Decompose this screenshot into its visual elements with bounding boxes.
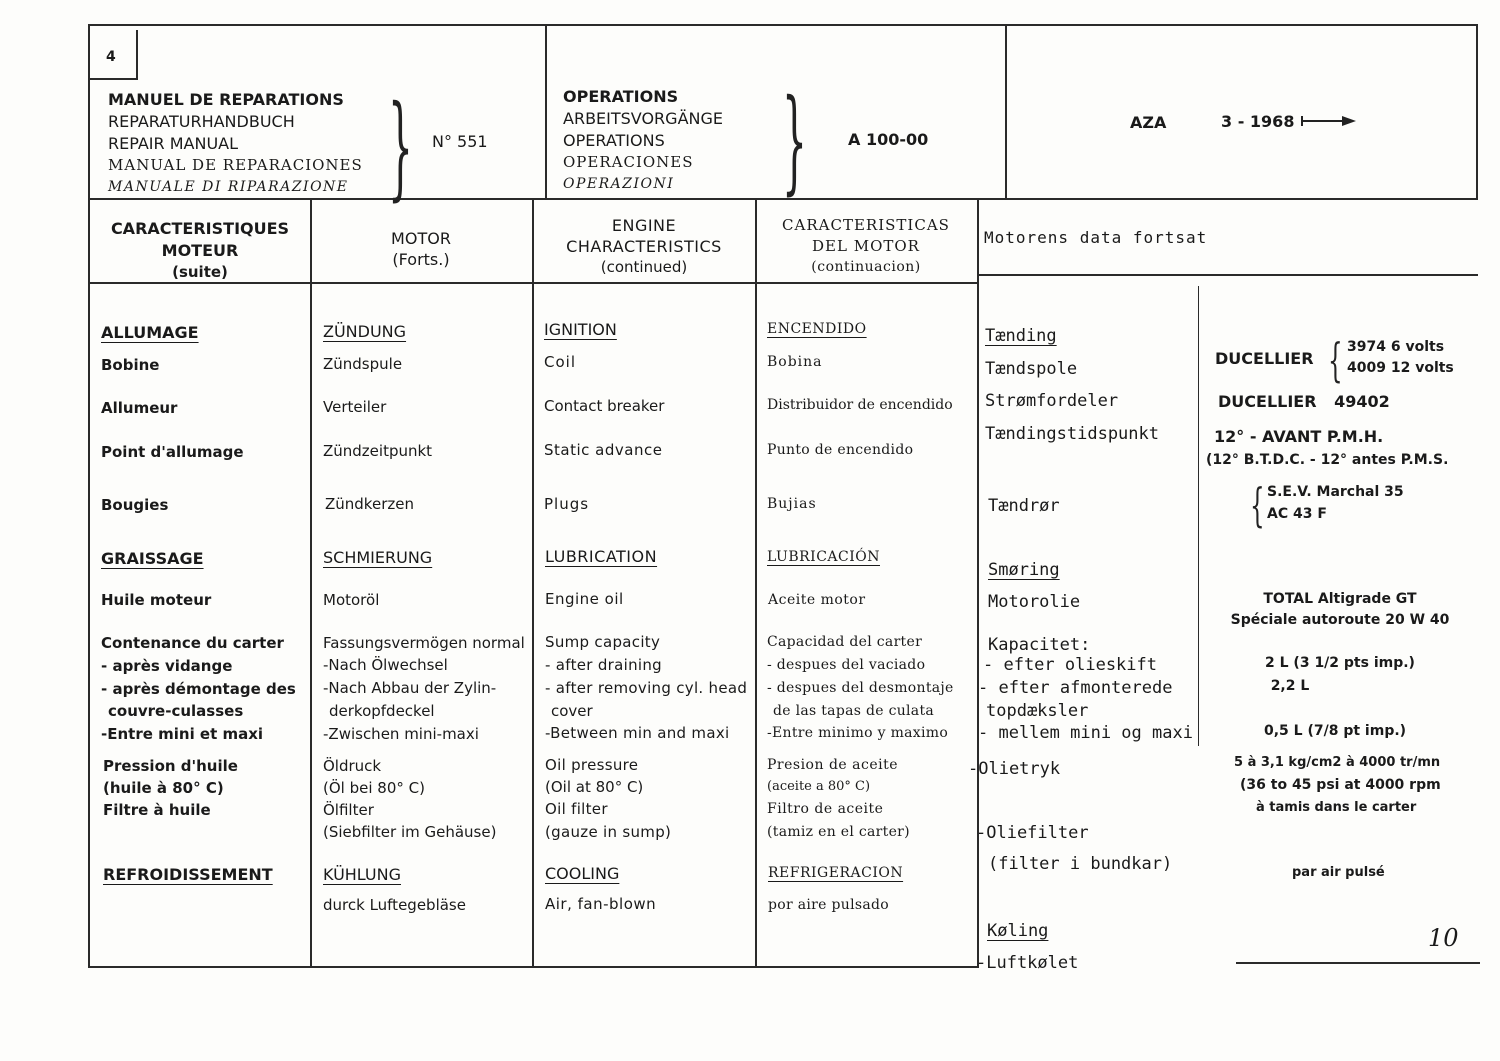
operations-title-fr: OPERATIONS bbox=[563, 87, 679, 106]
column-header-es-line3: (continuacion) bbox=[811, 259, 921, 275]
column-header-fr-line3: (suite) bbox=[172, 263, 228, 281]
es-ignition-heading: ENCENDIDO bbox=[767, 321, 867, 337]
right-border-header bbox=[1476, 24, 1478, 200]
en-capacity-2: - after draining bbox=[545, 656, 662, 674]
value-timing-fr: 12° - AVANT P.M.H. bbox=[1214, 427, 1384, 446]
en-coil: Coil bbox=[544, 353, 576, 371]
da-filter: -Oliefilter bbox=[976, 823, 1089, 843]
column-header-en-line1: ENGINE bbox=[611, 216, 677, 235]
de-cooling-type: durck Luftegebläse bbox=[323, 896, 466, 914]
da-lubrication-heading: Smøring bbox=[988, 560, 1060, 580]
model-date: 3 - 1968 bbox=[1221, 112, 1295, 131]
value-oil-1: TOTAL Altigrade GT bbox=[1263, 591, 1417, 607]
en-distributor: Contact breaker bbox=[544, 397, 665, 415]
value-distributor: DUCELLIER 49402 bbox=[1218, 392, 1390, 411]
column-header-es-line1: CARACTERISTICAS bbox=[782, 216, 950, 234]
fr-lubrication-heading: GRAISSAGE bbox=[101, 549, 204, 568]
fr-oil: Huile moteur bbox=[101, 591, 212, 609]
da-distributor: Strømfordeler bbox=[985, 391, 1119, 411]
en-lubrication-heading: LUBRICATION bbox=[545, 547, 658, 566]
handwritten-page-note: 10 bbox=[1428, 924, 1459, 952]
es-cooling-heading: REFRIGERACION bbox=[768, 865, 904, 881]
fr-plugs: Bougies bbox=[101, 496, 169, 514]
value-pressure-2: (36 to 45 psi at 4000 rpm bbox=[1240, 777, 1441, 793]
es-capacity-5: -Entre minimo y maximo bbox=[767, 725, 949, 741]
da-cooling-type: -Luftkølet bbox=[976, 953, 1079, 973]
manual-title-de: REPARATURHANDBUCH bbox=[108, 112, 295, 131]
da-after-oil-change: - efter olieskift bbox=[983, 655, 1157, 675]
operations-title-en: OPERATIONS bbox=[563, 131, 665, 150]
en-capacity-5: -Between min and maxi bbox=[545, 724, 730, 742]
fr-capacity-3: - après démontage des bbox=[101, 680, 296, 698]
de-pressure-4: (Siebfilter im Gehäuse) bbox=[323, 823, 497, 841]
da-pressure: -Olietryk bbox=[968, 759, 1061, 779]
value-plug-2: AC 43 F bbox=[1267, 506, 1327, 522]
es-capacity-4: de las tapas de culata bbox=[773, 703, 935, 719]
value-cooling: par air pulsé bbox=[1292, 865, 1385, 880]
de-capacity-1: Fassungsvermögen normal bbox=[323, 634, 525, 652]
de-capacity-5: -Zwischen mini-maxi bbox=[323, 725, 479, 743]
value-coil-make: DUCELLIER bbox=[1215, 349, 1314, 368]
da-filter-note: (filter i bundkar) bbox=[988, 854, 1173, 874]
de-oil: Motoröl bbox=[323, 591, 380, 609]
es-plugs: Bujias bbox=[767, 496, 817, 512]
en-pressure-4: (gauze in sump) bbox=[545, 823, 672, 841]
column-header-divider-da bbox=[978, 274, 1478, 276]
manual-title-es: MANUAL DE REPARACIONES bbox=[108, 156, 363, 174]
manual-title-en: REPAIR MANUAL bbox=[108, 134, 239, 153]
de-capacity-4: derkopfdeckel bbox=[329, 702, 435, 720]
column-header-fr-line1: CARACTERISTIQUES bbox=[110, 219, 290, 238]
value-cap-drain: 2 L (3 1/2 pts imp.) bbox=[1265, 655, 1415, 671]
de-pressure-3: Ölfilter bbox=[323, 801, 374, 819]
de-ignition-heading: ZÜNDUNG bbox=[323, 322, 407, 341]
fr-timing: Point d'allumage bbox=[101, 443, 244, 461]
fr-pressure-3: Filtre à huile bbox=[103, 801, 211, 819]
es-lubrication-heading: LUBRICACIÓN bbox=[767, 549, 880, 565]
da-after-removal: - efter afmonterede bbox=[978, 678, 1173, 698]
col-sep-2 bbox=[532, 200, 534, 968]
en-cooling-heading: COOLING bbox=[545, 864, 620, 883]
value-coil-12v: 4009 12 volts bbox=[1347, 360, 1454, 376]
value-plugs-brace: { bbox=[1250, 478, 1265, 532]
da-cooling-heading: Køling bbox=[987, 921, 1049, 941]
da-plugs: Tændrør bbox=[988, 496, 1060, 516]
header-brace-2: } bbox=[782, 76, 807, 206]
de-timing: Zündzeitpunkt bbox=[323, 442, 433, 460]
value-plug-1: S.E.V. Marchal 35 bbox=[1267, 484, 1404, 500]
da-covers: topdæksler bbox=[986, 701, 1089, 721]
es-coil: Bobina bbox=[767, 354, 823, 370]
fr-cooling-heading: REFROIDISSEMENT bbox=[103, 865, 273, 884]
es-oil: Aceite motor bbox=[768, 592, 866, 608]
col-sep-3 bbox=[755, 200, 757, 968]
bottom-border-right bbox=[1236, 962, 1480, 964]
fr-ignition-heading: ALLUMAGE bbox=[101, 323, 199, 342]
en-plugs: Plugs bbox=[544, 495, 590, 513]
value-pressure-1: 5 à 3,1 kg/cm2 à 4000 tr/mn bbox=[1234, 755, 1441, 770]
column-header-de-line1: MOTOR bbox=[391, 229, 451, 248]
da-ignition-heading: Tænding bbox=[985, 326, 1057, 346]
col-sep-4 bbox=[977, 200, 979, 968]
value-cap-minmax: 0,5 L (7/8 pt imp.) bbox=[1264, 723, 1407, 739]
de-cooling-heading: KÜHLUNG bbox=[323, 865, 401, 884]
column-header-en-line3: (continued) bbox=[600, 258, 688, 276]
col-sep-da bbox=[1198, 286, 1199, 746]
es-timing: Punto de encendido bbox=[767, 442, 914, 458]
fr-capacity-2: - après vidange bbox=[101, 657, 233, 675]
es-capacity-1: Capacidad del carter bbox=[767, 634, 923, 650]
model-code: AZA bbox=[1130, 113, 1167, 132]
column-header-da: Motorens data fortsat bbox=[984, 228, 1208, 247]
es-pressure-3: Filtro de aceite bbox=[767, 801, 884, 817]
arrow-right-icon bbox=[1300, 113, 1358, 129]
column-header-es bbox=[757, 215, 975, 278]
manual-title-it: MANUALE DI RIPARAZIONE bbox=[108, 179, 349, 195]
en-pressure-2: (Oil at 80° C) bbox=[545, 778, 644, 796]
es-pressure-1: Presion de aceite bbox=[767, 757, 899, 773]
value-cap-covers: 2,2 L bbox=[1270, 678, 1310, 694]
da-capacity: Kapacitet: bbox=[988, 635, 1091, 655]
value-coil-6v: 3974 6 volts bbox=[1347, 339, 1445, 355]
column-header-de-line2: (Forts.) bbox=[392, 250, 450, 269]
col-sep-1 bbox=[310, 200, 312, 968]
fr-pressure-2: (huile à 80° C) bbox=[103, 779, 224, 797]
operations-title-es: OPERACIONES bbox=[563, 153, 694, 171]
da-timing: Tændingstidspunkt bbox=[985, 424, 1159, 444]
de-capacity-2: -Nach Ölwechsel bbox=[323, 656, 448, 674]
value-coil-brace: { bbox=[1328, 333, 1343, 387]
operations-title-de: ARBEITSVORGÄNGE bbox=[563, 109, 723, 128]
left-border bbox=[88, 24, 90, 968]
da-coil: Tændspole bbox=[985, 359, 1078, 379]
es-distributor: Distribuidor de encendido bbox=[767, 397, 953, 413]
en-capacity-3: - after removing cyl. head bbox=[545, 679, 748, 697]
en-oil: Engine oil bbox=[545, 590, 624, 608]
header-col-sep-2 bbox=[1005, 24, 1007, 200]
fr-capacity-5: -Entre mini et maxi bbox=[101, 725, 264, 743]
header-brace-1: } bbox=[388, 82, 413, 212]
column-header-fr-line2: MOTEUR bbox=[161, 241, 239, 260]
fr-capacity-1: Contenance du carter bbox=[101, 634, 284, 652]
value-filter: à tamis dans le carter bbox=[1256, 800, 1417, 815]
value-timing-en: (12° B.T.D.C. - 12° antes P.M.S. bbox=[1206, 452, 1449, 468]
de-coil: Zündspule bbox=[323, 355, 403, 373]
en-timing: Static advance bbox=[544, 441, 663, 459]
top-border bbox=[88, 24, 1478, 26]
de-lubrication-heading: SCHMIERUNG bbox=[323, 548, 433, 567]
es-cooling-type: por aire pulsado bbox=[768, 897, 889, 913]
operations-title-it: OPERAZIONI bbox=[563, 176, 675, 192]
column-header-en bbox=[534, 215, 754, 278]
es-pressure-4: (tamiz en el carter) bbox=[767, 824, 910, 840]
header-col-sep-1 bbox=[545, 24, 547, 200]
da-oil: Motorolie bbox=[988, 592, 1081, 612]
manual-number: N° 551 bbox=[432, 132, 488, 151]
fr-capacity-4: couvre-culasses bbox=[108, 702, 244, 720]
es-pressure-2: (aceite a 80° C) bbox=[767, 779, 871, 794]
en-pressure-3: Oil filter bbox=[545, 800, 608, 818]
operation-code: A 100-00 bbox=[848, 130, 929, 149]
value-oil-2: Spéciale autoroute 20 W 40 bbox=[1230, 612, 1450, 628]
fr-pressure-1: Pression d'huile bbox=[103, 757, 238, 775]
es-capacity-3: - despues del desmontaje bbox=[767, 680, 954, 696]
fr-distributor: Allumeur bbox=[101, 399, 178, 417]
de-pressure-1: Öldruck bbox=[323, 757, 382, 775]
column-header-fr bbox=[92, 218, 308, 282]
fr-coil: Bobine bbox=[101, 356, 160, 374]
en-cooling-type: Air, fan-blown bbox=[545, 895, 657, 913]
manual-title-fr: MANUEL DE REPARATIONS bbox=[108, 90, 344, 109]
page-number: 4 bbox=[106, 49, 116, 65]
da-between: - mellem mini og maxi bbox=[978, 723, 1193, 743]
en-capacity-1: Sump capacity bbox=[545, 633, 661, 651]
column-header-en-line2: CHARACTERISTICS bbox=[566, 237, 722, 256]
es-capacity-2: - despues del vaciado bbox=[767, 657, 926, 673]
de-plugs: Zündkerzen bbox=[325, 495, 414, 513]
column-header-es-line2: DEL MOTOR bbox=[812, 237, 920, 255]
column-header-de bbox=[312, 228, 530, 270]
en-ignition-heading: IGNITION bbox=[544, 320, 617, 339]
en-pressure-1: Oil pressure bbox=[545, 756, 639, 774]
en-capacity-4: cover bbox=[551, 702, 593, 720]
de-capacity-3: -Nach Abbau der Zylin- bbox=[323, 679, 497, 697]
de-pressure-2: (Öl bei 80° C) bbox=[323, 779, 425, 797]
de-distributor: Verteiler bbox=[323, 398, 387, 416]
